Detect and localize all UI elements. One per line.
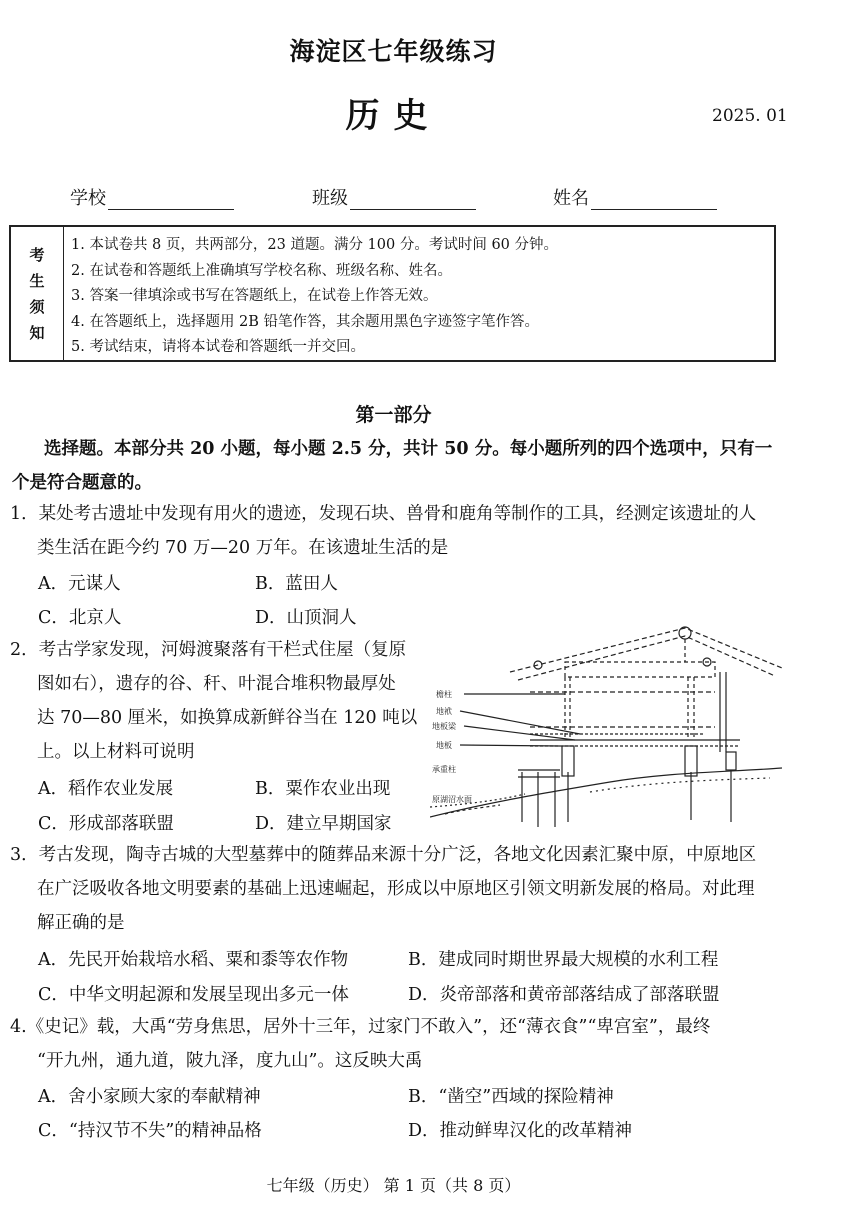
notice-item: 1. 本试卷共 8 页，共两部分，23 道题。满分 100 分。考试时间 60 分钟。 (71, 237, 559, 253)
name-blank[interactable] (591, 191, 717, 210)
part-one-instructions: 选择题。本部分共 20 小题，每小题 2.5 分，共计 50 分。每小题所列的四个选项中，只有一 个是符合题意的。 (12, 439, 773, 493)
class-blank[interactable] (350, 191, 476, 210)
notice-item: 5. 考试结束，请将本试卷和答题纸一并交回。 (71, 339, 365, 355)
option-b[interactable]: B．“凿空”西域的探险精神 (408, 1087, 614, 1107)
class-label: 班级 (312, 188, 348, 209)
option-a[interactable]: A．稻作农业发展 (38, 779, 174, 799)
part-one-title: 第一部分 (355, 404, 432, 426)
paper-title: 海淀区七年级练习 (289, 37, 498, 66)
question-text: 在广泛吸收各地文明要素的基础上迅速崛起，形成以中原地区引领文明新发展的格局。对此理 (37, 879, 755, 899)
exam-notice-box (9, 225, 776, 362)
school-field[interactable] (70, 184, 234, 210)
figure-label: 承重柱 (432, 765, 456, 774)
option-a[interactable]: A．先民开始栽培水稻、粟和黍等农作物 (38, 950, 349, 970)
option-d[interactable]: D．建立早期国家 (255, 814, 392, 834)
figure-label: 檐柱 (436, 690, 452, 699)
option-d[interactable]: D．推动鲜卑汉化的改革精神 (408, 1121, 633, 1141)
option-d[interactable]: D．炎帝部落和黄帝部落结成了部落联盟 (408, 985, 720, 1005)
figure-label: 地板梁 (432, 722, 456, 731)
option-c[interactable]: C．中华文明起源和发展呈现出多元一体 (38, 985, 349, 1005)
option-c[interactable]: C．“持汉节不失”的精神品格 (38, 1121, 262, 1141)
notice-item: 3. 答案一律填涂或书写在答题纸上，在试卷上作答无效。 (71, 288, 438, 304)
figure-label: 地板 (436, 741, 452, 750)
option-b[interactable]: B．粟作农业出现 (255, 779, 391, 799)
notice-side-label: 考 生 须 知 (11, 227, 64, 360)
question-text: “开九州，通九道，陂九泽，度九山”。这反映大禹 (37, 1051, 423, 1071)
page-footer: 七年级（历史） 第 1 页（共 8 页） (266, 1176, 521, 1195)
option-b[interactable]: B．蓝田人 (255, 574, 338, 594)
school-label: 学校 (70, 188, 106, 209)
option-c[interactable]: C．北京人 (38, 608, 122, 628)
question-text: 2．考古学家发现，河姆渡聚落有干栏式住屋（复原 (10, 640, 407, 660)
question-text: 上。以上材料可说明 (37, 742, 195, 762)
name-label: 姓名 (553, 188, 589, 209)
subject-title: 历史 (345, 96, 442, 136)
stilt-house-illustration (430, 622, 782, 832)
question-1 (10, 497, 756, 565)
question-text: 1．某处考古遗址中发现有用火的遗迹，发现石块、兽骨和鹿角等制作的工具，经测定该遗址的人 (10, 504, 757, 524)
notice-item: 4. 在答题纸上，选择题用 2B 铅笔作答，其余题用黑色字迹签字笔作答。 (71, 313, 540, 330)
question-text: 达 70—80 厘米，如换算成新鲜谷当在 120 吨以 (37, 708, 418, 728)
question-text: 类生活在距今约 70 万—20 万年。在该遗址生活的是 (37, 538, 449, 558)
question-4 (10, 1010, 710, 1078)
figure-label: 地袱 (436, 707, 452, 716)
notice-item: 2. 在试卷和答题纸上准确填写学校名称、班级名称、姓名。 (71, 262, 452, 279)
question-3 (10, 838, 756, 940)
question-text: 4.《史记》载，大禹“劳身焦思，居外十三年，过家门不敢入”，还“薄衣食”“卑宫室”，最终 (10, 1017, 711, 1037)
option-d[interactable]: D．山顶洞人 (255, 608, 357, 628)
option-a[interactable]: A．元谋人 (38, 574, 121, 594)
question-text: 图如右），遗存的谷、秆、叶混合堆积物最厚处 (37, 674, 396, 694)
name-field[interactable] (553, 184, 717, 210)
question-text: 解正确的是 (37, 913, 125, 933)
notice-list (71, 233, 558, 361)
class-field[interactable] (312, 184, 476, 210)
figure-label: 原湖沼水面 (432, 795, 472, 804)
school-blank[interactable] (108, 191, 234, 210)
option-c[interactable]: C．形成部落联盟 (38, 814, 174, 834)
option-b[interactable]: B．建成同时期世界最大规模的水利工程 (408, 950, 719, 970)
option-a[interactable]: A．舍小家顾大家的奉献精神 (38, 1087, 261, 1107)
question-2 (10, 633, 417, 769)
exam-date: 2025. 01 (712, 106, 788, 126)
question-text: 3．考古发现，陶寺古城的大型墓葬中的随葬品来源十分广泛，各地文化因素汇聚中原，中原地区 (10, 845, 757, 865)
